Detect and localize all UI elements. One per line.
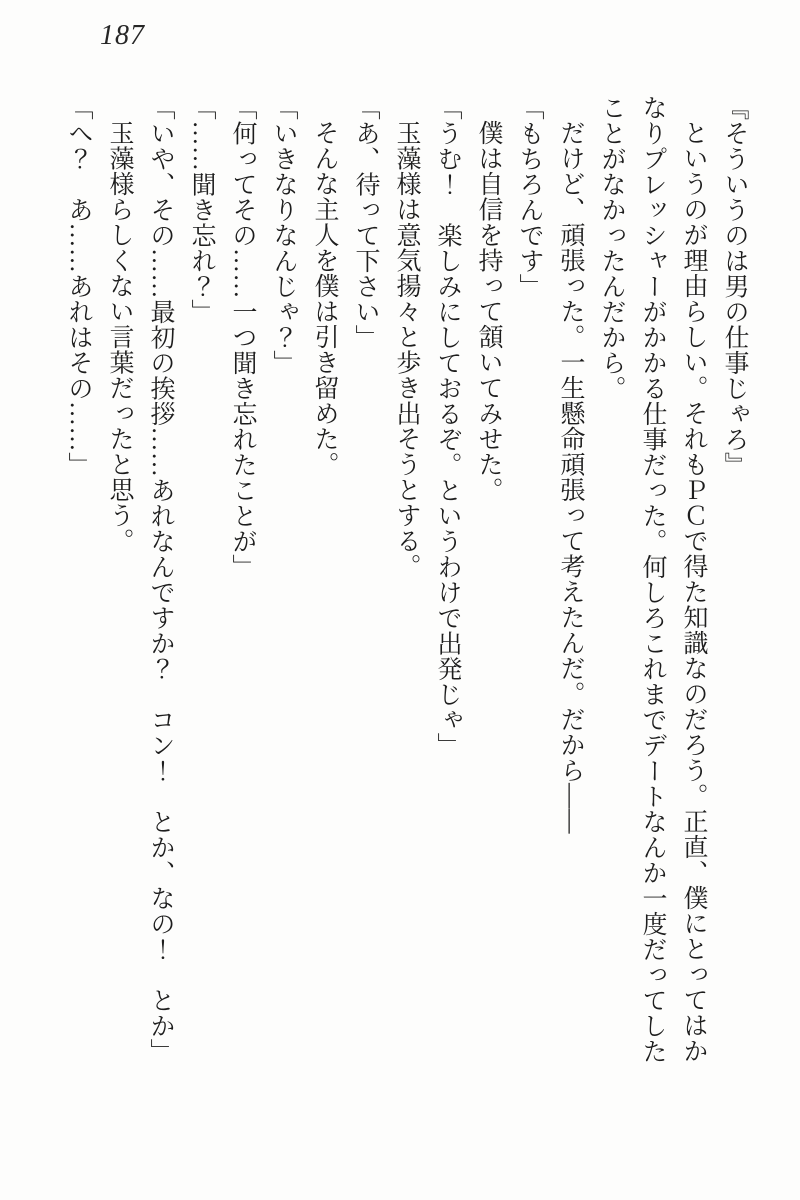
text-line: 僕は自信を持って頷いてみせた。 xyxy=(475,120,502,503)
page-text xyxy=(58,95,755,1105)
text-line: 『そういうのは男の仕事じゃろ』 xyxy=(721,95,748,478)
text-line: 「……聞き忘れ？」 xyxy=(188,95,215,325)
text-line: 玉藻様は意気揚々と歩き出そうとする。 xyxy=(393,120,420,579)
text-line: 「へ？ あ……あれはその……」 xyxy=(65,95,92,478)
text-line: 「いや、その……最初の挨拶……あれなんですか？ コン！ とか、なの！ とか」 xyxy=(147,95,174,1064)
text-line: 「いきなりなんじゃ？」 xyxy=(270,95,297,376)
text-line: 「あ、待って下さい」 xyxy=(352,95,379,350)
text-line: そんな主人を僕は引き留めた。 xyxy=(311,120,338,477)
text-line: なりプレッシャーがかかる仕事だった。何しろこれまでデートなんか一度だってした xyxy=(639,95,666,1064)
text-line: 「もちろんです」 xyxy=(516,95,543,299)
text-line: 「何ってその……一つ聞き忘れたことが」 xyxy=(229,95,256,580)
text-line: ことがなかったんだから。 xyxy=(598,95,625,401)
page-number: 187 xyxy=(100,20,145,51)
text-line: 玉藻様らしくない言葉だったと思う。 xyxy=(106,120,133,554)
text-line: だけど、頑張った。一生懸命頑張って考えたんだ。だから―― xyxy=(557,120,584,834)
text-line: というのが理由らしい。それもＰＣで得た知識なのだろう。正直、僕にとってはか xyxy=(680,120,707,1064)
text-line: 「うむ！ 楽しみにしておるぞ。というわけで出発じゃ」 xyxy=(434,95,461,758)
